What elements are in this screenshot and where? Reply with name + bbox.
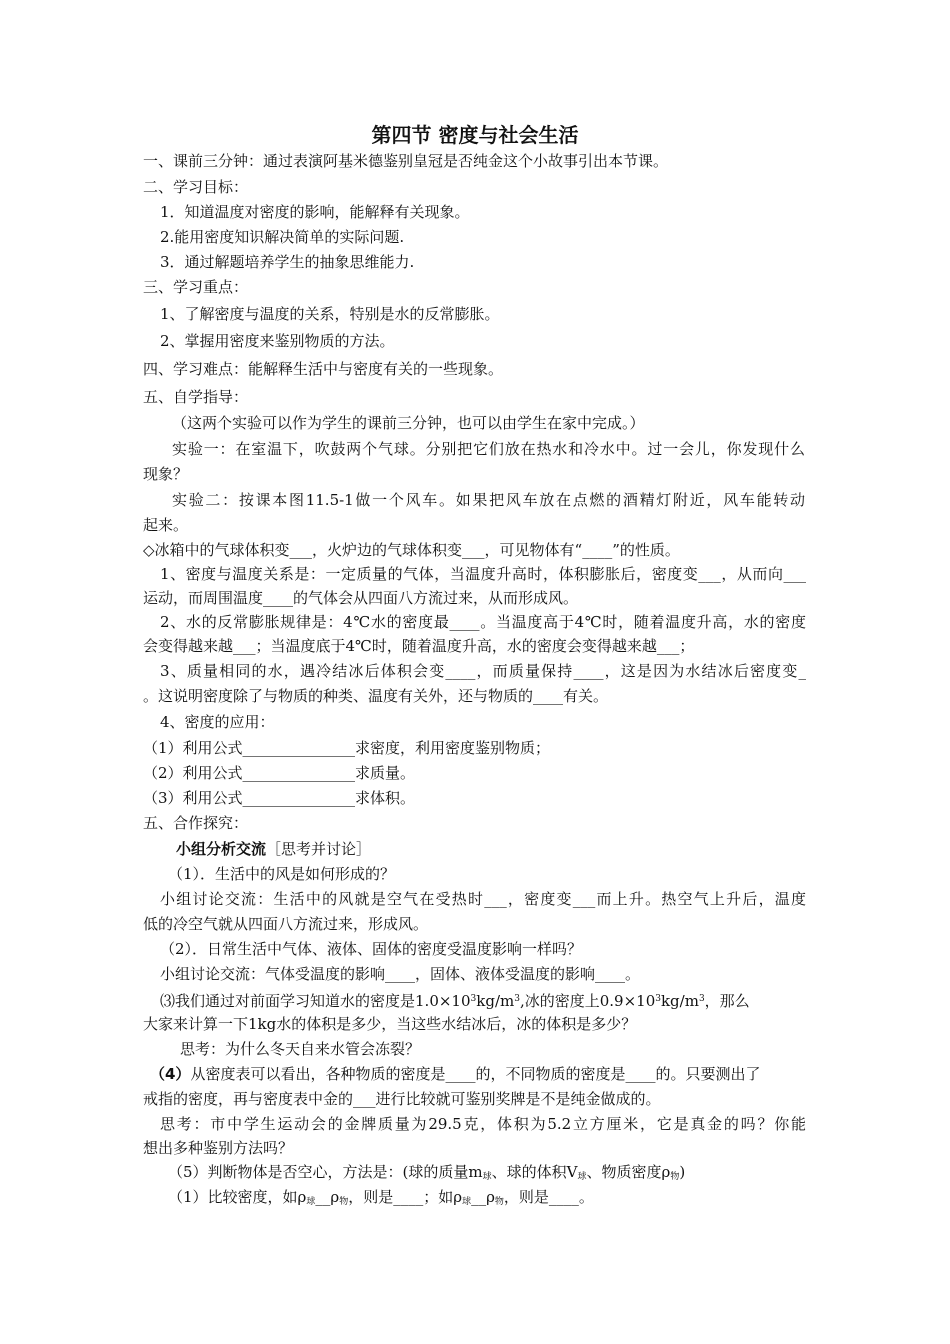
think-water-pipe: 思考：为什么冬天自来水管会冻裂？ — [180, 1040, 421, 1058]
question-2: （2）．日常生活中气体、液体、固体的密度受温度影响一样吗？ — [160, 940, 583, 958]
q3-text-d: kg/m — [660, 992, 699, 1010]
q4-text: 从密度表可以看出，各种物质的密度是____的，不同物质的密度是____的。只要测出了 — [190, 1065, 761, 1083]
hollow-text-d: ) — [679, 1163, 686, 1181]
density-temp-line-2: 运动，而周围温度____的气体会从四面八方流过来，从而形成风。 — [143, 589, 579, 607]
section-heading-key-points: 三、学习重点： — [143, 278, 249, 296]
cmp-sub-1: 球 — [306, 1197, 316, 1207]
balloon-question: ◇冰箱中的气球体积变___，火炉边的气球体积变___，可见物体有“____”的性质。 — [143, 541, 680, 559]
think-gold-medal-line-1: 思考：市中学生运动会的金牌质量为29.5克，体积为5.2立方厘米，它是真金的吗？你能 — [160, 1115, 806, 1133]
answer-1-line-2: 低的冷空气就从四面八方流过来，形成风。 — [143, 915, 429, 933]
group-discussion-heading — [176, 838, 846, 860]
q3-exp-4: 3 — [698, 994, 705, 1004]
cmp-text-e: ，则是____。 — [503, 1188, 594, 1206]
hollow-method-line — [168, 1161, 838, 1188]
think-gold-medal-line-2: 想出多种鉴别方法吗？ — [143, 1139, 294, 1157]
q3-text-e: ，那么 — [704, 992, 750, 1010]
question-1: （1）．生活中的风是如何形成的？ — [168, 865, 396, 883]
question-4-line-2: 戒指的密度，再与密度表中金的___进行比较就可鉴别奖牌是不是纯金做成的。 — [143, 1090, 661, 1108]
question-4-line-1 — [150, 1063, 810, 1085]
section-heading-cooperation: 五、合作探究： — [143, 814, 249, 832]
compare-density-line — [168, 1186, 838, 1213]
section-heading-self-study: 五、自学指导： — [143, 388, 249, 406]
experiment-1-line-1: 实验一：在室温下，吹鼓两个气球。分别把它们放在热水和冷水中。过一会儿，你发现什么 — [172, 440, 805, 458]
cmp-sub-2: 物 — [339, 1197, 349, 1207]
page-title: 第四节 密度与社会生活 — [371, 123, 579, 147]
hollow-sub-1: 球 — [482, 1172, 492, 1182]
think-discuss-label: ［思考并讨论］ — [266, 840, 372, 858]
answer-2: 小组讨论交流：气体受温度的影响____，固体、液体受温度的影响____。 — [160, 965, 641, 983]
cmp-sub-3: 球 — [462, 1197, 472, 1207]
cmp-text-d: __ρ — [471, 1188, 495, 1206]
formula-density: （1）利用公式_______________求密度，利用密度鉴别物质； — [143, 739, 551, 757]
section-heading-difficulty: 四、学习难点：能解释生活中与密度有关的一些现象。 — [143, 360, 504, 378]
q3-text-c: ,冰的密度上0.9×10 — [519, 992, 656, 1010]
q3-exp-1: 3 — [470, 994, 477, 1004]
cmp-sub-4: 物 — [494, 1197, 504, 1207]
question-3-line-2: 大家来计算一下1kg水的体积是多少，当这些水结冰后，冰的体积是多少？ — [143, 1015, 637, 1033]
group-analysis-label: 小组分析交流 — [176, 840, 267, 858]
key-point-1: 1、了解密度与温度的关系，特别是水的反常膨胀。 — [160, 305, 500, 323]
goal-item-1: 1．知道温度对密度的影响，能解释有关现象。 — [160, 203, 470, 221]
hollow-text-c: 、物质密度ρ — [586, 1163, 671, 1181]
q3-exp-3: 3 — [655, 994, 661, 1004]
pre-class-line: 一、课前三分钟：通过表演阿基米德鉴别皇冠是否纯金这个小故事引出本节课。 — [143, 152, 669, 170]
cmp-text-c: ，则是____；如ρ — [348, 1188, 463, 1206]
goal-item-2: 2.能用密度知识解决简单的实际问题. — [160, 228, 405, 246]
cmp-text-a: （1）比较密度，如ρ — [168, 1188, 307, 1206]
freezing-line-1: 3、质量相同的水，遇冷结冰后体积会变____，而质量保持____，这是因为水结冰后密度变_ — [160, 662, 806, 680]
q3-text-a: ⑶我们通过对前面学习知道水的密度是1.0×10 — [160, 992, 471, 1010]
hollow-text-b: 、球的体积V — [491, 1163, 578, 1181]
hollow-text-a: （5）判断物体是否空心，方法是：(球的质量m — [168, 1163, 483, 1181]
hollow-sub-2: 球 — [577, 1172, 587, 1182]
q3-text-b: kg/m — [476, 992, 515, 1010]
freezing-line-2: 。这说明密度除了与物质的种类、温度有关外，还与物质的____有关。 — [143, 687, 609, 705]
water-anomaly-line-2: 会变得越来越___；当温度底于4℃时，随着温度升高，水的密度会变得越来越___； — [143, 637, 695, 655]
q3-exp-2: 3 — [514, 994, 520, 1004]
experiment-2-line-2: 起来。 — [143, 516, 189, 534]
key-point-2: 2、掌握用密度来鉴别物质的方法。 — [160, 332, 395, 350]
experiment-1-line-2: 现象？ — [143, 465, 189, 483]
cmp-text-b: __ρ — [315, 1188, 340, 1206]
density-application-heading: 4、密度的应用： — [160, 713, 275, 731]
q4-number: （4） — [150, 1065, 191, 1083]
question-3-line-1 — [160, 988, 810, 1012]
experiment-2-line-1: 实验二：按课本图11.5-1做一个风车。如果把风车放在点燃的酒精灯附近，风车能转动 — [172, 491, 805, 509]
hollow-sub-3: 物 — [670, 1172, 680, 1182]
formula-mass: （2）利用公式_______________求质量。 — [143, 764, 416, 782]
goal-item-3: 3．通过解题培养学生的抽象思维能力. — [160, 253, 415, 271]
answer-1-line-1: 小组讨论交流：生活中的风就是空气在受热时___，密度变___而上升。热空气上升后，温度 — [160, 890, 806, 908]
density-temp-line-1: 1、密度与温度关系是：一定质量的气体，当温度升高时，体积膨胀后，密度变___，从而向___ — [160, 565, 806, 583]
section-heading-goals: 二、学习目标： — [143, 178, 249, 196]
formula-volume: （3）利用公式_______________求体积。 — [143, 789, 416, 807]
water-anomaly-line-1: 2、水的反常膨胀规律是：4℃水的密度最____。当温度高于4℃时，随着温度升高，水的密度 — [160, 613, 806, 631]
experiment-note: （这两个实验可以作为学生的课前三分钟，也可以由学生在家中完成。） — [172, 414, 645, 432]
